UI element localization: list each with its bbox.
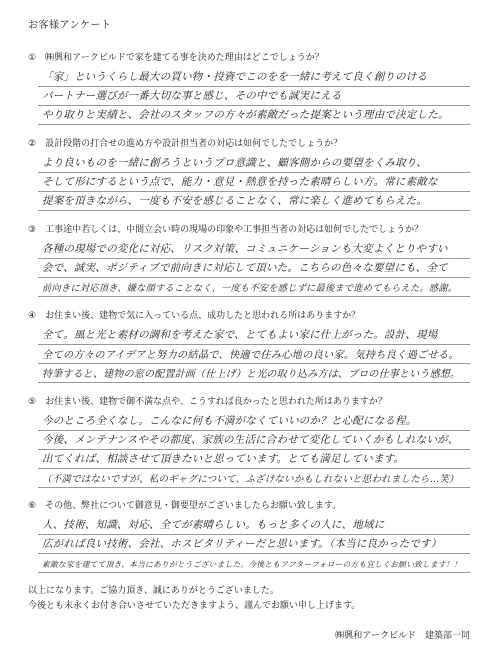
answer-line xyxy=(38,240,470,259)
question-2 xyxy=(28,138,473,211)
handwritten-answer: 今のところ全くなし。こんなに何も不満がなくていいのか？と心配になる程。 xyxy=(42,415,417,427)
question-5 xyxy=(28,396,473,488)
answer-line xyxy=(38,535,470,554)
handwritten-answer: 広がれば良い技術、会社、ホスピタリティーだと思います。（本当に良かったです） xyxy=(42,538,442,550)
answer-lines xyxy=(38,412,473,488)
answer-line xyxy=(38,469,470,488)
handwritten-answer: 今後、メンテナンスやその都度、家族の生活に合わせて変化していくかもしれないが、 xyxy=(42,434,459,446)
answer-lines xyxy=(38,516,473,573)
handwritten-answer: パートナー選びが一番大切な事と感じ、その中でも誠実にえる xyxy=(42,90,342,102)
answer-line xyxy=(38,173,470,192)
handwritten-answer: そして形にするという点で、能力・意見・熱意を持った素晴らしい方。常に素敵な xyxy=(42,176,438,188)
answer-line xyxy=(38,106,470,125)
handwritten-answer: 全ての方々のアイデアと努力の結晶で、快適で住み心地の良い家。気持ち良く過ごせる。 xyxy=(42,349,459,361)
handwritten-answer: 特筆すると、建物の窓の配置計画（仕上げ）と光の取り込み方は、プロの仕事という感想。 xyxy=(42,369,461,380)
handwritten-answer: より良いものを一緒に創ろうというプロ意識と、顧客側からの要望をくみ取り、 xyxy=(42,157,428,169)
answer-line xyxy=(38,516,470,535)
question-text: ① ㈱興和アークビルドで家を建てる事を決めた理由はどこでしょうか？ xyxy=(28,53,324,63)
handwritten-answer: 前向きに対応頂き、嫌な顔することなく、一度も不安を感じずに最後まで進めてもらえた。感謝。 xyxy=(42,283,458,294)
question-text: ⑥ その他、弊社について御意見・御要望がございましたらお願い致します。 xyxy=(28,501,342,511)
answer-lines xyxy=(38,154,473,211)
answer-line xyxy=(38,554,470,573)
question-text: ③ 工事途中若しくは、中間立会い時の現場の印象や工事担当者の対応は如何でしたでしょうか？ xyxy=(28,225,424,235)
handwritten-answer: 素敵な家を建てて頂き、本当にありがとうございました。今後ともアフターフォローの方も宜しくお願い致します！！ xyxy=(42,560,462,569)
answer-line xyxy=(38,154,470,173)
company-signature: ㈱興和アークビルド 建築部一同 xyxy=(335,631,470,641)
question-6 xyxy=(28,500,473,573)
question-text: ② 設計段階の打合せの進め方や設計担当者の対応は如何でしたでしょうか？ xyxy=(28,139,343,149)
handwritten-answer: 提案を頂きながら、一度も不安を感じることなく、常に楽しく進めてもらえた。 xyxy=(42,195,427,207)
answer-line xyxy=(38,87,470,106)
handwritten-answer: 全て。風と光と素材の調和を考えた家で、とてもよい家に仕上がった。設計、現場 xyxy=(42,329,438,341)
answer-line xyxy=(38,259,470,278)
handwritten-answer: 出てくれば、相談させて頂きたいと思っています。とても満足しています。 xyxy=(42,453,405,465)
question-3 xyxy=(28,224,473,297)
answer-line xyxy=(38,68,470,87)
answer-lines xyxy=(38,326,473,383)
handwritten-answer: （不満ではないですが、私のギャグについて、ふざけないかもしれないと思われましたら…笑） xyxy=(42,474,459,485)
handwritten-answer: 会で、誠実、ポジティブで前向きに対応して頂いた。こちらの色々な要望にも、全て xyxy=(42,262,448,274)
handwritten-answer: 各種の現場での変化に対応、リスク対策、コミュニケーションも大変よくとりやすい xyxy=(42,243,448,255)
handwritten-answer: 「家」というくらし最大の買い物・投資でこのをを一緒に考えて良く創りのける xyxy=(42,71,428,83)
survey-title: お客様アンケート xyxy=(28,20,112,31)
question-1 xyxy=(28,52,473,125)
answer-line xyxy=(38,192,470,211)
answer-lines xyxy=(38,68,473,125)
answer-line xyxy=(38,278,470,297)
handwritten-answer: やり取りと実績と、会社のスタッフの方々が素敵だった提案という理由で決定した。 xyxy=(42,109,449,121)
closing-line-1: 以上になります。ご協力頂き、誠にありがとうございました。 xyxy=(28,586,279,596)
handwritten-answer: 人、技術、知識、対応、全てが素晴らしい。もっと多くの人に、地域に xyxy=(42,519,385,531)
question-4 xyxy=(28,310,473,383)
answer-line xyxy=(38,326,470,345)
closing-message xyxy=(28,584,360,614)
question-text: ⑤ お住まい後、建物で御不満な点や、こうすれば良かったと思われた所はありますか？ xyxy=(28,397,387,407)
question-text: ④ お住まい後、建物で気に入っている点、成功したと思われる所はありますか？ xyxy=(28,311,361,321)
answer-line xyxy=(38,450,470,469)
answer-lines xyxy=(38,240,473,297)
answer-line xyxy=(38,364,470,383)
answer-line xyxy=(38,431,470,450)
answer-line xyxy=(38,345,470,364)
closing-line-2: 今後とも末永くお付き合いさせていただきますよう、謹んでお願い申し上げます。 xyxy=(28,601,361,611)
answer-line xyxy=(38,412,470,431)
